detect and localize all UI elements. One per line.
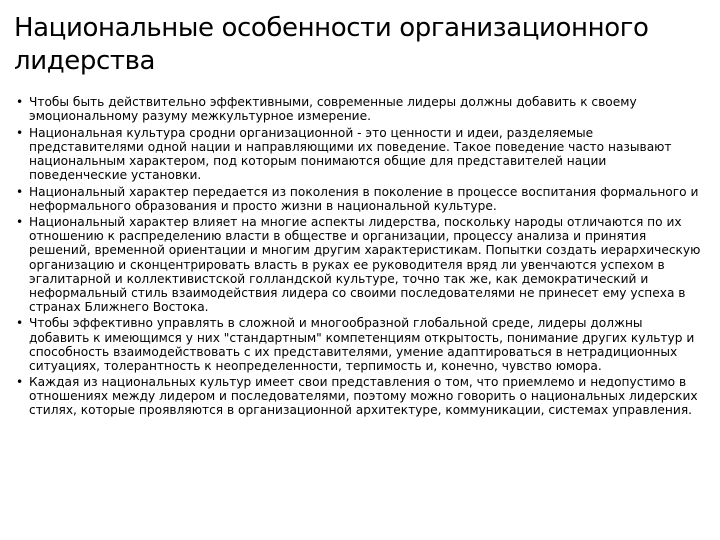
- bullet-text: Чтобы эффективно управлять в сложной и многообразной глобальной среде, лидеры должны добавить к имеющимся у них "стандартным" компетенциям открытость, понимание других культур и способность взаимодействовать с их представителями, умение адаптироваться в нетрадиционных ситуациях, толерантность к неопределенности, терпимость и, конечно, чувство юмора.: [29, 316, 695, 373]
- bullet-text: Национальный характер передается из поколения в поколение в процессе воспитания формального и неформального образования и просто жизни в национальной культуре.: [29, 184, 699, 213]
- bullet-dot-icon: •: [16, 125, 24, 140]
- bullet-dot-icon: •: [16, 215, 24, 230]
- slide-title: Национальные особенности организационного лидерства: [14, 13, 649, 76]
- bullet-item: [16, 126, 706, 182]
- bullet-dot-icon: •: [16, 316, 24, 331]
- bullet-dot-icon: •: [16, 375, 24, 390]
- bullet-item: [16, 185, 706, 213]
- bullet-item: [16, 95, 706, 123]
- bullet-text: Чтобы быть действительно эффективными, современные лидеры должны добавить к своему эмоциональному разуму межкультурное измерение.: [29, 95, 637, 124]
- bullet-item: [16, 375, 706, 417]
- bullet-text: Национальный характер влияет на многие аспекты лидерства, поскольку народы отличаются по их отношению к распределению власти в обществе и организации, процессу анализа и принятия решений, временной ориентации и многим другим характеристикам. Попытки создать иерархическую организацию и сконцентрировать власть в руках ее руководителя вряд ли увенчаются успехом в эгалитарной и коллективистской голландской культуре, точно так же, как демократический и неформальный стиль взаимодействия лидера со своими последователями не принесет ему успеха в странах Ближнего Востока.: [29, 215, 701, 314]
- bullet-item: [16, 215, 706, 314]
- bullet-dot-icon: •: [16, 95, 24, 109]
- bullet-text: Каждая из национальных культур имеет свои представления о том, что приемлемо и недопустимо в отношениях между лидером и последователями, поэтому можно говорить о национальных лидерских стилях, которые проявляются в организационной архитектуре, коммуникации, системах управления.: [29, 375, 698, 418]
- bullet-item: [16, 316, 706, 372]
- bullet-text: Национальная культура сродни организационной - это ценности и идеи, разделяемые представителями одной нации и направляющими их поведение. Такое поведение часто называют национальным характером, под которым понимаются общие для представителей нации поведенческие установки.: [29, 125, 672, 182]
- bullet-list: [16, 95, 706, 420]
- bullet-dot-icon: •: [16, 184, 24, 199]
